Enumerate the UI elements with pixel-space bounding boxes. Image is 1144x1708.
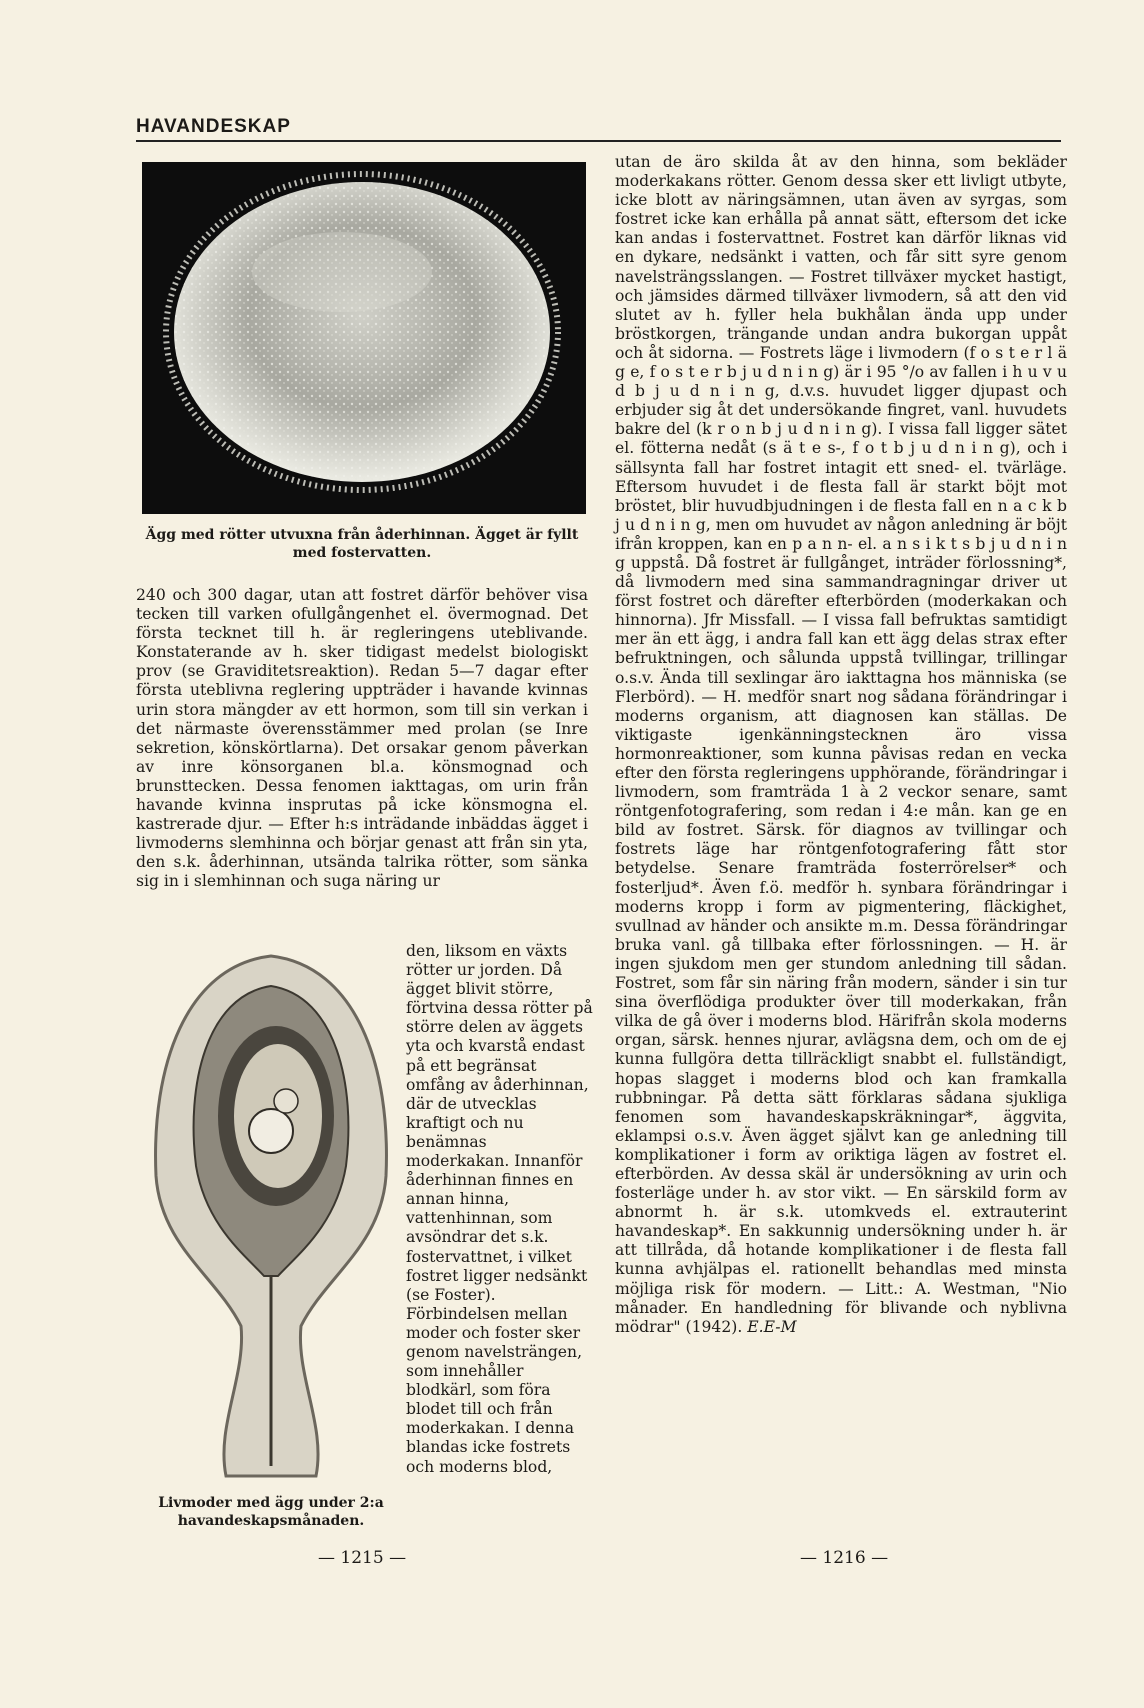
right-column-text: utan de äro skilda åt av den hinna, som bekläder moderkakans rötter. Genom dessa sker ett livligt utbyte, icke blott av näringsämnen, utan även av syrgas, som fostret icke kan erhålla på annat sätt, eftersom det icke kan andas i fostervattnet. Fostret kan därför liknas vid en dykare, nedsänkt i vatten, och får sitt syre genom navelsträngsslangen. — Fostret tillväxer mycket hastigt, och jämsides därmed tillväxer livmodern, så att den vid slutet av h. fyller hela bukhålan ända upp under bröstkorgen, trängande undan andra bukorgan uppåt och åt sidorna. — Fostrets läge i livmodern (f o s t e r l ä g e, f o s t e r b j u d n i n g) är i 95 °/o av fallen i h u v u d b j u d n i n g, d.v.s. huvudet ligger djupast och erbjuder sig åt det undersökande fingret, vanl. huvudets bakre del (k r o n b j u d n i n g). I vissa fall ligger sätet el. fötterna nedåt (s ä t e s-, f o t b j u d n i n g), och i sällsynta fall har fostret intagit ett sned- el. tvärläge. Eftersom huvudet i de flesta fall är starkt böjt mot bröstet, blir huvudbjudningen i de flesta fall en n a c k b j u d n i n g, men om huvudet av någon anledning är böjt ifrån kroppen, kan en p a n n- el. a n s i k t s b j u d n i n g uppstå. Då fostret är fullgånget, inträder förlossning*, då livmodern med sina sammandragningar driver ut först fostret och därefter efterbörden (moderkakan och hinnorna). Jfr Missfall. — I vissa fall befruktas samtidigt mer än ett ägg, i andra fall kan ett ägg delas strax efter befruktningen, och sålunda uppstå tvillingar, trillingar o.s.v. Ända till sexlingar äro iakttagna hos människa (se Flerbörd). — H. medför snart nog sådana förändringar i moderns organism, att diagnosen kan ställas. De viktigaste igenkänningstecknen äro vissa hormonreaktioner, som kunna påvisas redan en vecka efter den första regleringens upphörande, förändringar i livmodern, som framträda 1 à 2 veckor senare, samt röntgenfotografering, som redan i 4:e mån. kan ge en bild av fostret. Särsk. för diagnos av tvillingar och fostrets läge har röntgenfotografering fått stor betydelse. Senare framträda fosterrörelser* och fosterljud*. Även f.ö. medför h. synbara förändringar i moderns kropp i form av pigmentering, fläckighet, svullnad av händer och ansikte m.m. Dessa förändringar bruka vanl. gå tillbaka efter förlossningen. — H. är ingen sjukdom men ger stundom anledning till sådan. Fostret, som får sin näring från modern, sänder i sin tur sina överflödiga produkter över till moderkakan, från vilka de gå över i moderns blod. Härifrån skola moderns organ, särsk. hennes njurar, avlägsna dem, och om de ej kunna fullgöra detta tillräckligt snabbt el. fullständigt, hopas slagget i moderns blod och kan framkalla rubbningar. På detta sätt förklaras sådana sjukliga fenomen som havandeskapskräkningar*, äggvita, eklampsi o.s.v. Även ägget självt kan ge anledning till komplikationer i form av oriktiga lägen av fostret el. efterbörden. Av dessa skäl är undersökning av urin och fosterläge under h. av stor vikt. — En särskild form av abnormt h. är s.k. utomkveds el. extrauterint havandeskap*. En sakkunnig undersökning under h. är att tillråda, då hotande komplikationer i de flesta fall kunna avhjälpas el. rationellt behandlas med minsta möjliga risk för modern. — Litt.: A. Westman, "Nio månader. En handledning för blivande och nyblivna mödrar" (1942). <box>615 153 1067 1336</box>
left-narrow-column <box>406 942 594 1477</box>
figure2-caption: Livmoder med ägg under 2:a havandeskapsmånaden. <box>158 1495 384 1529</box>
left-column <box>136 586 588 892</box>
figure1-caption: Ägg med rötter utvuxna från åderhinnan. Ägget är fyllt med fostervatten. <box>145 527 579 561</box>
page-number-left: — 1215 — <box>318 1548 407 1568</box>
left-column-text: 240 och 300 dagar, utan att fostret därför behöver visa tecken till varken ofullgångenhet el. övermognad. Det första tecknet till h. är regleringens uteblivande. Konstaterande av h. sker tidigast medelst biologiskt prov (se Graviditetsreaktion). Redan 5—7 dagar efter första uteblivna reglering uppträder i havande kvinnas urin stora mängder av ett hormon, som till sin verkan i det närmaste överensstämmer med prolan (se Inre sekretion, könskörtlarna). Det orsakar genom påverkan av inre könsorganen bl.a. könsmognad och brunsttecken. Dessa fenomen iakttagas, om urin från havande kvinna insprutas på icke könsmogna el. kastrerade djur. — Efter h:s inträdande inbäddas ägget i livmoderns slemhinna och börjar genast att från sin yta, den s.k. åderhinnan, utsända talrika rötter, som sänka sig in i slemhinnan och suga näring ur <box>136 586 588 891</box>
uterus-illustration <box>146 946 396 1486</box>
header-rule <box>136 140 1061 142</box>
left-narrow-text: den, liksom en växts rötter ur jorden. Då ägget blivit större, förtvina dessa rötter på större delen av äggets yta och kvarstå endast på ett begränsat omfång av åderhinnan, där de utvecklas kraftigt och nu benämnas moderkakan. Innanför åderhinnan finnes en annan hinna, vattenhinnan, som avsöndrar det s.k. fostervattnet, i vilket fostret ligger nedsänkt (se Foster). Förbindelsen mellan moder och foster sker genom navelsträngen, som innehåller blodkärl, som föra blodet till och från moderkakan. I denna blandas icke fostrets och moderns blod, <box>406 942 593 1476</box>
page-header: HAVANDESKAP <box>136 116 291 137</box>
page-number-right: — 1216 — <box>800 1548 889 1568</box>
right-column <box>615 153 1067 1337</box>
author-signature: E.E-M <box>747 1317 797 1336</box>
egg-photo <box>142 162 586 514</box>
